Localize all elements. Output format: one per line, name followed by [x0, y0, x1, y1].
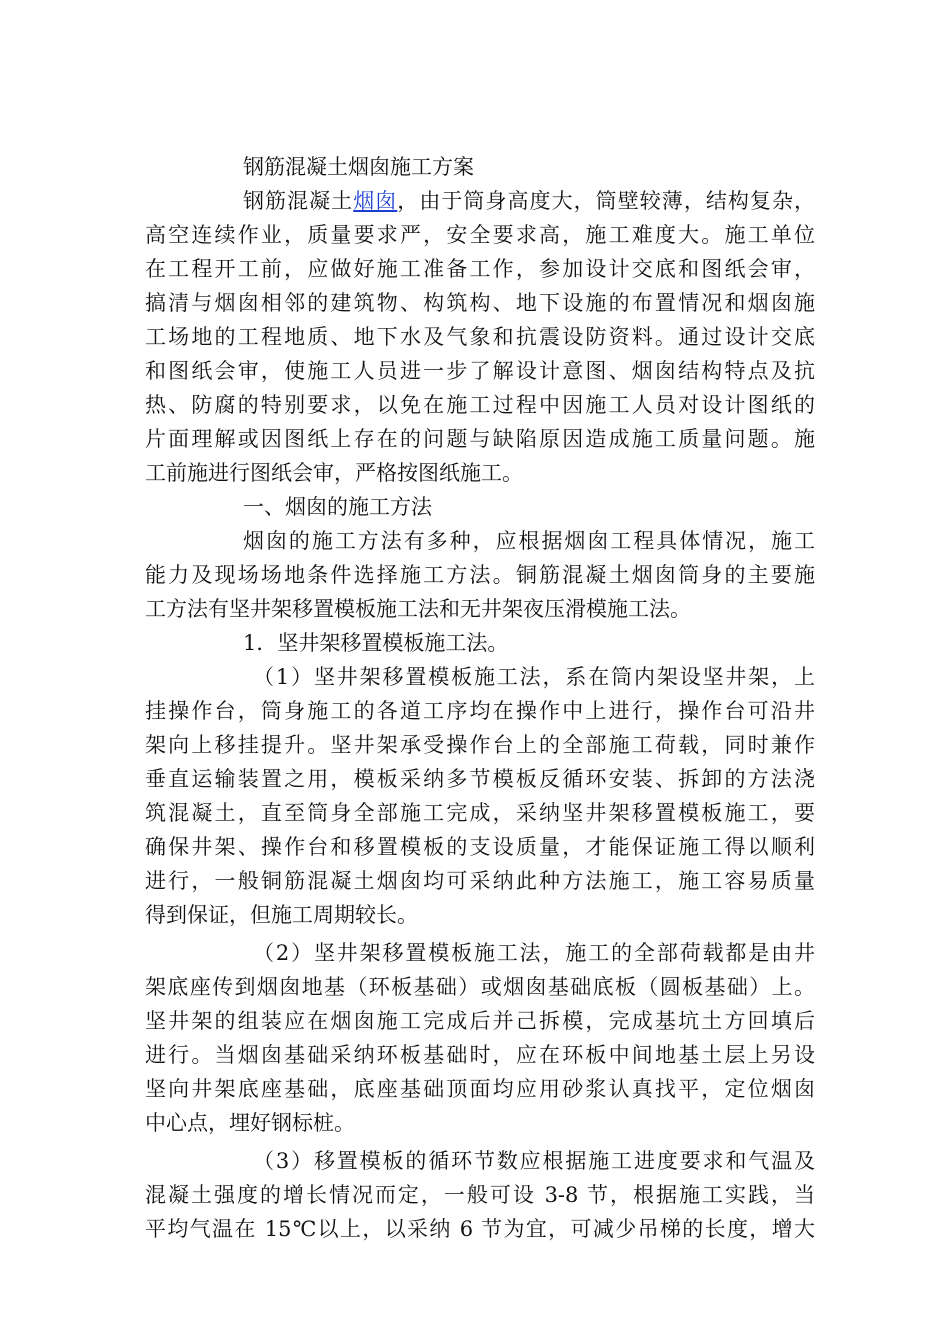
paragraph-line: 搞清与烟囱相邻的建筑物、构筑构、地下设施的布置情况和烟囱施	[145, 291, 815, 315]
intro-first-line	[145, 184, 815, 218]
paragraph-line: 架底座传到烟囱地基（环板基础）或烟囱基础底板（圆板基础）上。	[145, 975, 815, 999]
paragraph-line: 挂操作台，筒身施工的各道工序均在操作中上进行，操作台可沿井	[145, 699, 815, 723]
paragraph-line: 工场地的工程地质、地下水及气象和抗震设防资料。通过设计交底	[145, 325, 815, 349]
paragraph-line: 进行，一般铜筋混凝土烟囱均可采纳此种方法施工，施工容易质量	[145, 869, 815, 893]
paragraph-line: 平均气温在 15℃以上，以采纳 6 节为宜，可减少吊梯的长度，增大	[145, 1217, 815, 1241]
paragraph-line: 进行。当烟囱基础采纳环板基础时，应在环板中间地基土层上另设	[145, 1043, 815, 1067]
section-heading: 一、烟囱的施工方法	[243, 495, 432, 519]
paragraph-line: 筑混凝土，直至筒身全部施工完成，采纳坚井架移置模板施工，要	[145, 801, 815, 825]
paragraph-line: 中心点，埋好钢标桩。	[145, 1111, 355, 1135]
chimney-link[interactable]: 烟囱	[353, 189, 398, 213]
intro-prefix: 钢筋混凝土	[243, 189, 354, 213]
paragraph-line: （2）坚井架移置模板施工法，施工的全部荷载都是由井	[253, 941, 815, 965]
intro-suffix: ，由于筒身高度大，筒壁较薄，结构复杂，	[397, 189, 816, 213]
paragraph-line: 混凝土强度的增长情况而定，一般可设 3-8 节，根据施工实践，当	[145, 1183, 815, 1207]
paragraph-line: 能力及现场场地条件选择施工方法。铜筋混凝土烟囱筒身的主要施	[145, 563, 815, 587]
paragraph-line: 烟囱的施工方法有多种，应根据烟囱工程具体情况，施工	[243, 529, 815, 553]
paragraph-line: 工前施进行图纸会审，严格按图纸施工。	[145, 461, 523, 485]
paragraph-line: 坚井架的组装应在烟囱施工完成后并己拆模，完成基坑土方回填后	[145, 1009, 815, 1033]
paragraph-line: 架向上移挂提升。坚井架承受操作台上的全部施工荷载，同时兼作	[145, 733, 815, 757]
document-title: 钢筋混凝土烟囱施工方案	[243, 155, 474, 179]
paragraph-line: （1）坚井架移置模板施工法，系在筒内架设坚井架，上	[253, 665, 815, 689]
paragraph-line: 片面理解或因图纸上存在的问题与缺陷原因造成施工质量问题。施	[145, 427, 815, 451]
paragraph-line: 和图纸会审，使施工人员进一步了解设计意图、烟囱结构特点及抗	[145, 359, 815, 383]
subsection-heading: 1．坚井架移置模板施工法。	[243, 631, 509, 655]
document-body	[145, 150, 815, 1246]
paragraph-line: 工方法有坚井架移置模板施工法和无井架夜压滑模施工法。	[145, 597, 691, 621]
paragraph-line: 得到保证，但施工周期较长。	[145, 903, 418, 927]
paragraph-line: 坚向井架底座基础，底座基础顶面均应用砂浆认真找平，定位烟囱	[145, 1077, 815, 1101]
paragraph-line: 热、防腐的特别要求，以免在施工过程中因施工人员对设计图纸的	[145, 393, 815, 417]
paragraph-line: 高空连续作业，质量要求严，安全要求高，施工难度大。施工单位	[145, 223, 815, 247]
paragraph-line: 垂直运输装置之用，模板采纳多节模板反循环安装、拆卸的方法浇	[145, 767, 815, 791]
paragraph-line: （3）移置模板的循环节数应根据施工进度要求和气温及	[253, 1149, 815, 1173]
paragraph-line: 确保井架、操作台和移置模板的支设质量，才能保证施工得以顺利	[145, 835, 815, 859]
paragraph-line: 在工程开工前，应做好施工准备工作，参加设计交底和图纸会审，	[145, 257, 815, 281]
